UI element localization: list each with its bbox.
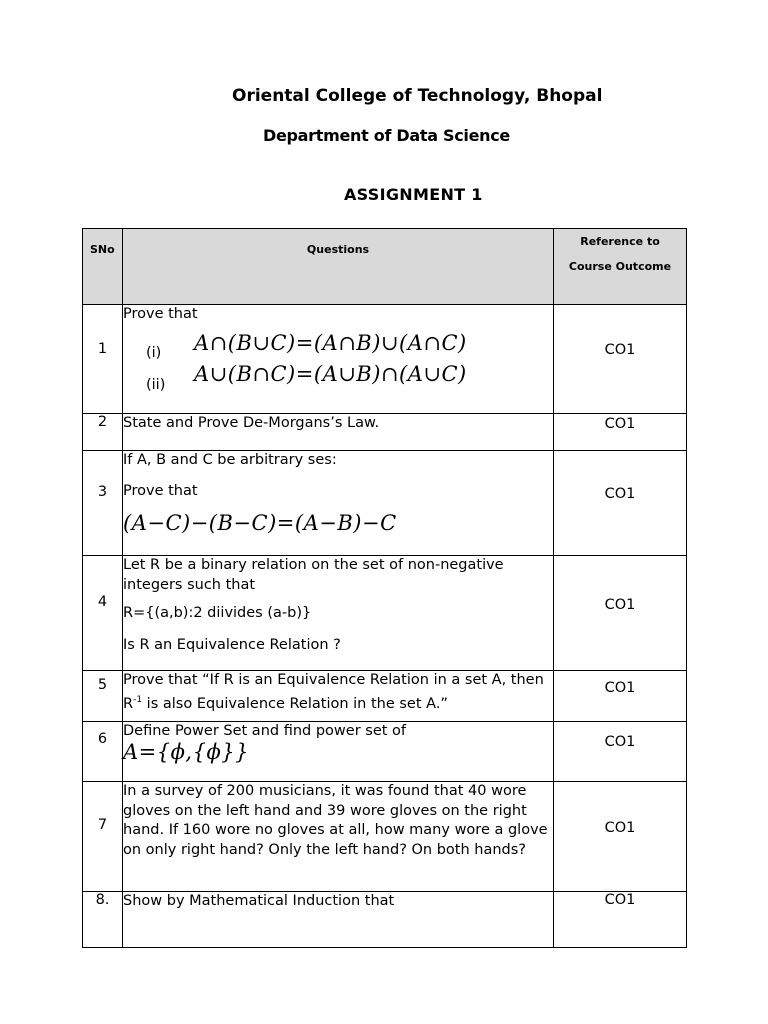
course-outcome: CO1 <box>554 722 687 782</box>
table-row <box>83 305 687 414</box>
row-number: 8. <box>83 892 123 948</box>
row-number: 3 <box>83 451 123 556</box>
assignment-table <box>82 228 687 948</box>
question-cell <box>123 722 554 782</box>
row-number: 6 <box>83 722 123 782</box>
table-row <box>83 782 687 892</box>
row-number: 4 <box>83 556 123 671</box>
formula: A∩(B∪C)=(A∩B)∪(A∩C) <box>194 330 467 355</box>
header-questions: Questions <box>123 229 554 305</box>
part-label: (ii) <box>146 376 166 393</box>
table-row <box>83 671 687 722</box>
question-line: Define Power Set and find power set of <box>123 723 407 739</box>
course-outcome: CO1 <box>554 892 687 948</box>
table-row <box>83 892 687 948</box>
course-outcome: CO1 <box>554 556 687 671</box>
question-cell: In a survey of 200 musicians, it was found that 40 wore gloves on the left hand and 39 wore gloves on the right hand. If 160 wore no gloves at all, how many wore a glove on only right hand? Only the left hand? On both hands? <box>123 782 554 892</box>
course-outcome: CO1 <box>554 671 687 722</box>
table-header-row <box>83 229 687 305</box>
table-row <box>83 451 687 556</box>
question-line: If A, B and C be arbitrary ses: <box>123 452 337 468</box>
table-row <box>83 414 687 451</box>
question-cell <box>123 556 554 671</box>
question-text: is also Equivalence Relation in the set A.” <box>142 695 448 712</box>
formula: A={ϕ,{ϕ}} <box>123 739 250 764</box>
formula: (A−C)−(B−C)=(A−B)−C <box>123 511 397 535</box>
question-line: R={(a,b):2 diivides (a-b)} <box>123 605 312 621</box>
question-text: Prove that “If R is an Equivalence Relation in a set A, then R <box>123 672 544 712</box>
question-cell: State and Prove De-Morgans’s Law. <box>123 414 554 451</box>
assignment-title: ASSIGNMENT 1 <box>344 185 483 204</box>
question-cell <box>123 671 554 722</box>
row-number: 2 <box>83 414 123 451</box>
header-reference-line1: Reference to <box>580 235 660 248</box>
superscript: -1 <box>133 694 143 705</box>
course-outcome: CO1 <box>554 782 687 892</box>
row-number: 1 <box>83 305 123 414</box>
question-line: Let R be a binary relation on the set of non-negative integers such that <box>123 557 504 593</box>
question-cell <box>123 451 554 556</box>
department-title: Department of Data Science <box>263 126 510 145</box>
table-row <box>83 722 687 782</box>
part-label: (i) <box>146 344 162 361</box>
header-sno: SNo <box>83 229 123 305</box>
question-intro: Prove that <box>123 306 198 322</box>
formula: A∪(B∩C)=(A∪B)∩(A∪C) <box>194 361 467 386</box>
question-line: Is R an Equivalence Relation ? <box>123 636 341 653</box>
header-reference-line2: Course Outcome <box>568 260 672 273</box>
question-cell: Show by Mathematical Induction that <box>123 892 554 948</box>
course-outcome: CO1 <box>554 414 687 451</box>
course-outcome: CO1 <box>554 451 687 556</box>
table-row <box>83 556 687 671</box>
course-outcome: CO1 <box>554 305 687 414</box>
row-number: 7 <box>83 782 123 892</box>
header-reference <box>554 229 687 305</box>
question-cell <box>123 305 554 414</box>
question-line: Prove that <box>123 482 198 499</box>
row-number: 5 <box>83 671 123 722</box>
college-title: Oriental College of Technology, Bhopal <box>232 86 603 106</box>
